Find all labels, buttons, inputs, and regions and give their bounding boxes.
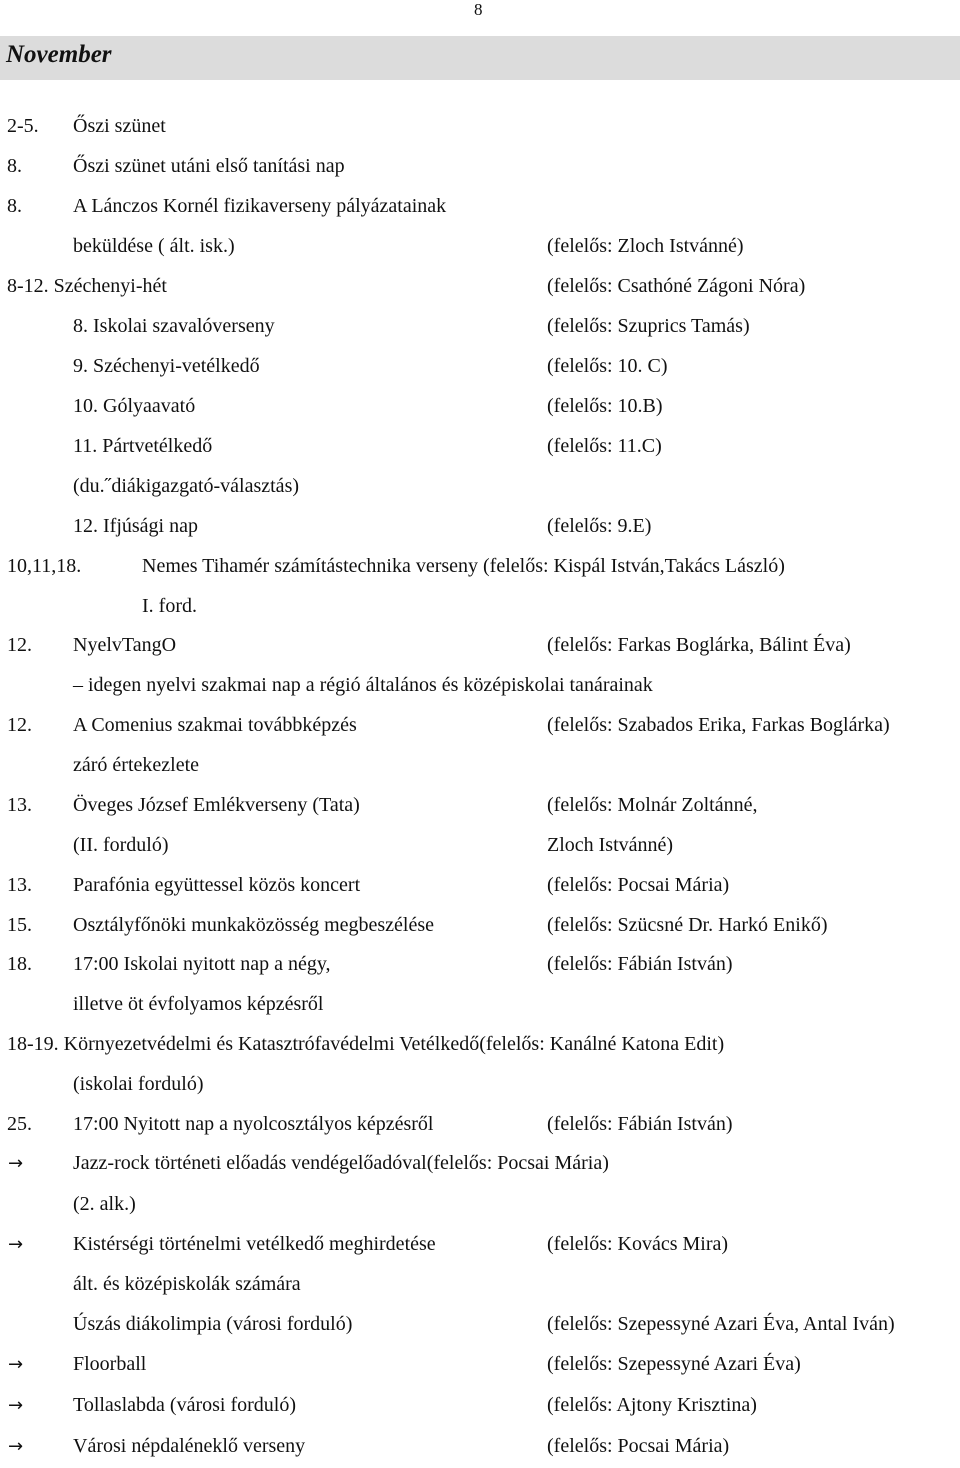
event-title: A Comenius szakmai továbbképzés (73, 714, 357, 736)
event-date: 15. (7, 914, 32, 936)
event-responsible: (felelős: 10. C) (547, 355, 668, 377)
event-date: 12. (7, 714, 32, 736)
event-title: (du.˝diákigazgató-választás) (73, 475, 300, 497)
arrow-icon: → (8, 1153, 24, 1174)
event-title: Öveges József Emlékverseny (Tata) (73, 794, 360, 816)
arrow-icon: → (8, 1395, 24, 1416)
event-date: 13. (7, 794, 32, 816)
event-responsible: (felelős: Fábián István) (547, 953, 733, 975)
month-header (0, 36, 960, 80)
event-title: 12. Ifjúsági nap (73, 515, 198, 537)
event-title: Őszi szünet (73, 115, 166, 137)
event-title: 10. Gólyaavató (73, 395, 196, 417)
event-title: (iskolai forduló) (73, 1073, 204, 1095)
event-date: 25. (7, 1113, 32, 1135)
event-responsible: (felelős: Molnár Zoltánné, (547, 794, 758, 816)
event-date: 2-5. (7, 115, 39, 137)
event-date: 10,11,18. (7, 555, 82, 577)
event-date: 13. (7, 874, 32, 896)
event-responsible: (felelős: Zloch Istvánné) (547, 235, 744, 257)
arrow-icon: → (8, 1234, 24, 1255)
event-title: Osztályfőnöki munkaközösség megbeszélése (73, 914, 435, 936)
event-title: 11. Pártvetélkedő (73, 435, 213, 457)
event-title: (2. alk.) (73, 1193, 136, 1215)
event-responsible: Zloch Istvánné) (547, 834, 674, 856)
event-responsible: (felelős: Ajtony Krisztina) (547, 1394, 757, 1416)
event-title: Jazz-rock történeti előadás vendégelőadóval(felelős: Pocsai Mária) (73, 1152, 609, 1174)
event-date: 8. (7, 195, 22, 217)
event-responsible: (felelős: Szücsné Dr. Harkó Enikő) (547, 914, 828, 936)
event-responsible: (felelős: Szepessyné Azari Éva, Antal Iván) (547, 1313, 895, 1335)
event-title: – idegen nyelvi szakmai nap a régió általános és középiskolai tanárainak (73, 674, 653, 696)
event-title: Parafónia együttessel közös koncert (73, 874, 361, 896)
event-responsible: (felelős: Pocsai Mária) (547, 1435, 730, 1457)
event-responsible: (felelős: Szuprics Tamás) (547, 315, 750, 337)
event-title: Floorball (73, 1353, 147, 1375)
event-responsible: (felelős: Kovács Mira) (547, 1233, 729, 1255)
event-responsible: (felelős: Csathóné Zágoni Nóra) (547, 275, 806, 297)
event-title: Kistérségi történelmi vetélkedő meghirdetése (73, 1233, 436, 1255)
event-responsible: (felelős: 10.B) (547, 395, 663, 417)
event-title: Úszás diákolimpia (városi forduló) (73, 1313, 353, 1335)
event-title: Tollaslabda (városi forduló) (73, 1394, 296, 1416)
event-responsible: (felelős: Pocsai Mária) (547, 874, 730, 896)
event-responsible: (felelős: Fábián István) (547, 1113, 733, 1135)
event-title: A Lánczos Kornél fizikaverseny pályázatainak (73, 195, 447, 217)
event-title: Őszi szünet utáni első tanítási nap (73, 155, 345, 177)
event-title: 8. Iskolai szavalóverseny (73, 315, 275, 337)
event-title: 17:00 Nyitott nap a nyolcosztályos képzésről (73, 1113, 434, 1135)
event-title: beküldése ( ált. isk.) (73, 235, 235, 257)
event-title: 17:00 Iskolai nyitott nap a négy, (73, 953, 331, 975)
event-date: 18. (7, 953, 32, 975)
month-title: November (6, 41, 112, 68)
event-responsible: (felelős: Farkas Boglárka, Bálint Éva) (547, 634, 851, 656)
arrow-icon: → (8, 1354, 24, 1375)
event-title: illetve öt évfolyamos képzésről (73, 993, 324, 1015)
event-title: I. ford. (142, 595, 197, 617)
event-responsible: (felelős: Szabados Erika, Farkas Boglárka) (547, 714, 890, 736)
event-title: (II. forduló) (73, 834, 169, 856)
event-title: Városi népdaléneklő verseny (73, 1435, 306, 1457)
arrow-icon: → (8, 1436, 24, 1457)
event-title: NyelvTangO (73, 634, 177, 656)
event-title: 9. Széchenyi-vetélkedő (73, 355, 260, 377)
event-date: 12. (7, 634, 32, 656)
event-responsible: (felelős: Szepessyné Azari Éva) (547, 1353, 801, 1375)
event-date: 8-12. Széchenyi-hét (7, 275, 167, 297)
event-title: záró értekezlete (73, 754, 200, 776)
event-title: Nemes Tihamér számítástechnika verseny (felelős: Kispál István,Takács László) (142, 555, 785, 577)
event-responsible: (felelős: 11.C) (547, 435, 662, 457)
event-title: ált. és középiskolák számára (73, 1273, 301, 1295)
event-date: 18-19. Környezetvédelmi és Katasztrófavédelmi Vetélkedő(felelős: Kanálné Katona Edit) (7, 1033, 725, 1055)
event-date: 8. (7, 155, 22, 177)
page-number: 8 (474, 0, 483, 19)
event-responsible: (felelős: 9.E) (547, 515, 652, 537)
